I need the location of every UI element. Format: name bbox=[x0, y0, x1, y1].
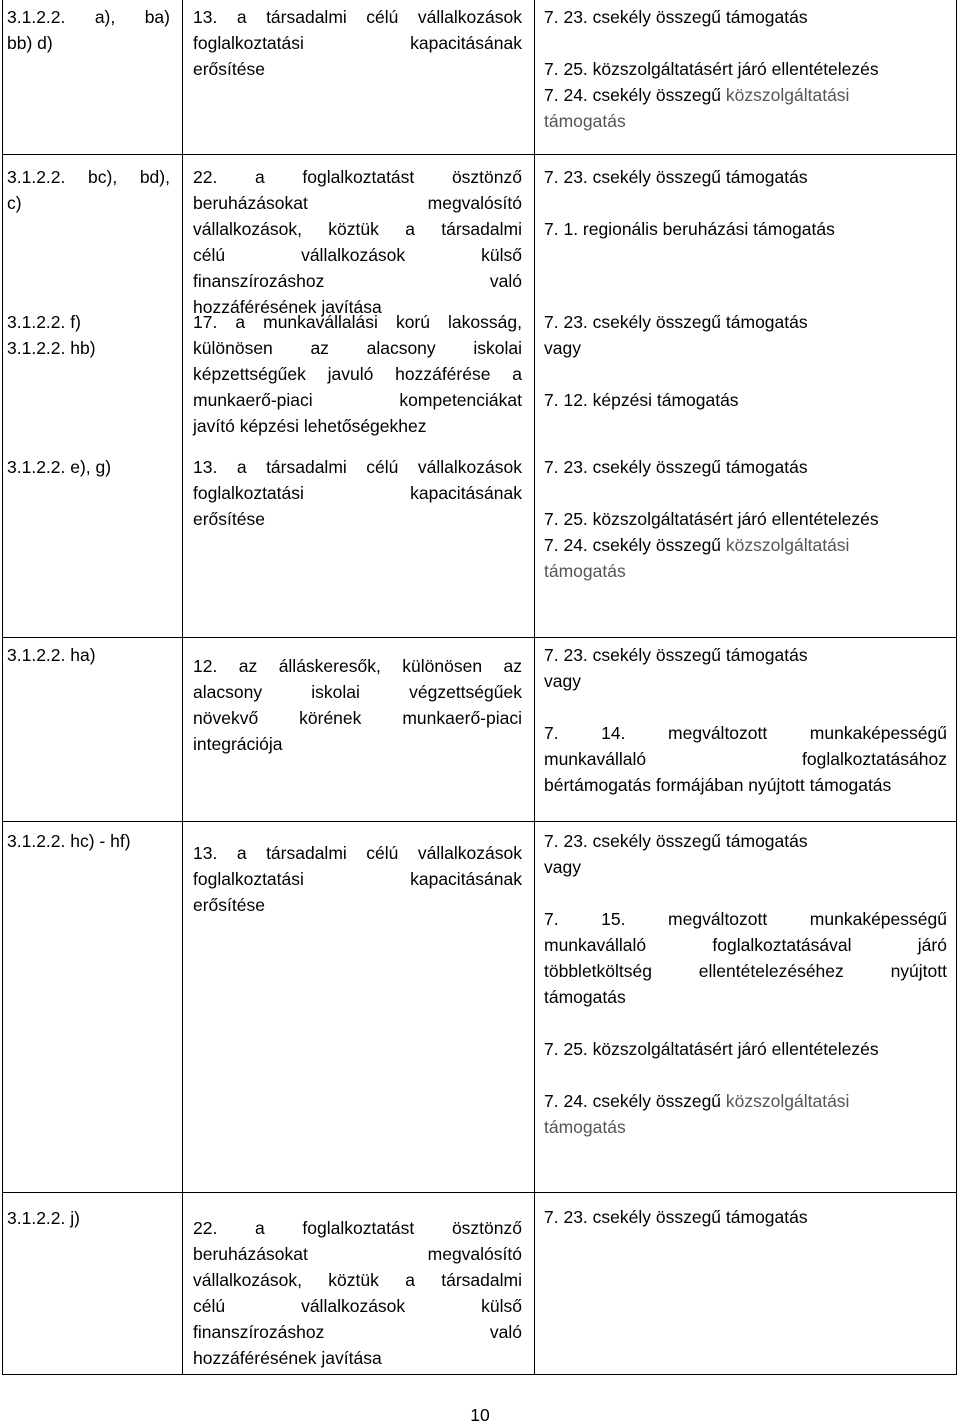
row-5-aid-cell bbox=[544, 642, 947, 798]
aid-text: 7. 12. képzési támogatás bbox=[544, 390, 739, 410]
row-1-aid-cell bbox=[544, 4, 947, 134]
word: finanszírozáshoz bbox=[193, 1322, 325, 1342]
aid-text: 7. 23. csekély összegű támogatás bbox=[544, 312, 808, 332]
text-line bbox=[7, 4, 170, 30]
word: vállalkozások bbox=[417, 7, 522, 27]
word: iskolai bbox=[311, 682, 360, 702]
word: célú bbox=[193, 245, 226, 265]
aid-line bbox=[544, 56, 947, 82]
word: a bbox=[255, 1218, 265, 1238]
aid-text-grey: támogatás bbox=[544, 1117, 626, 1137]
aid-line bbox=[544, 82, 947, 108]
word: társadalmi bbox=[441, 219, 522, 239]
aid-text: 7. 23. csekély összegű támogatás bbox=[544, 831, 808, 851]
aid-line bbox=[544, 506, 947, 532]
aid-line bbox=[544, 335, 947, 361]
text-line bbox=[193, 1319, 522, 1345]
word: az bbox=[503, 656, 522, 676]
text-line bbox=[7, 642, 170, 668]
aid-line bbox=[544, 720, 947, 746]
word: kapacitásának bbox=[410, 483, 522, 503]
text-line bbox=[193, 1293, 522, 1319]
word: integrációja bbox=[193, 734, 283, 754]
word: társadalmi bbox=[266, 7, 347, 27]
word: a bbox=[236, 457, 247, 477]
word: erősítése bbox=[193, 509, 265, 529]
aid-text: 7. 25. közszolgáltatásért járó ellentételezés bbox=[544, 1039, 879, 1059]
aid-line bbox=[544, 642, 947, 668]
text-line bbox=[7, 335, 170, 361]
word: különösen bbox=[402, 656, 483, 676]
word: többletköltség bbox=[544, 961, 652, 981]
word: vállalkozások, bbox=[193, 219, 302, 239]
word: 17. bbox=[193, 312, 218, 332]
word: javuló bbox=[327, 364, 374, 384]
text-line bbox=[193, 705, 522, 731]
word: célú bbox=[366, 843, 399, 863]
aid-line bbox=[544, 4, 947, 30]
aid-text: 7. 24. csekély összegű bbox=[544, 535, 726, 555]
word: beruházásokat bbox=[193, 1244, 308, 1264]
word: javító képzési lehetőségekhez bbox=[193, 416, 427, 436]
word: az bbox=[310, 338, 329, 358]
word: erősítése bbox=[193, 895, 265, 915]
word: foglalkoztatási bbox=[193, 483, 304, 503]
page-number: 10 bbox=[470, 1405, 490, 1425]
aid-text: vagy bbox=[544, 671, 581, 691]
line-spacer bbox=[544, 880, 947, 906]
word: célú bbox=[366, 457, 399, 477]
row-5-goal-cell bbox=[193, 653, 522, 757]
word: hozzáférésének javítása bbox=[193, 1348, 382, 1368]
word: a bbox=[405, 219, 415, 239]
row-divider bbox=[2, 637, 957, 638]
text-line bbox=[7, 190, 170, 216]
word: 3.1.2.2. f) bbox=[7, 312, 81, 332]
word: 7. bbox=[544, 723, 559, 743]
aid-text-grey: támogatás bbox=[544, 561, 626, 581]
aid-text: 7. 25. közszolgáltatásért járó ellentételezés bbox=[544, 509, 879, 529]
word: 13. bbox=[193, 457, 218, 477]
row-4-goal-cell bbox=[193, 454, 522, 532]
text-line bbox=[193, 731, 522, 757]
aid-line bbox=[544, 906, 947, 932]
word: ellentételezéséhez bbox=[698, 961, 844, 981]
aid-line bbox=[544, 309, 947, 335]
text-line bbox=[193, 4, 522, 30]
word: az bbox=[238, 656, 258, 676]
aid-line bbox=[544, 216, 947, 242]
aid-text: vagy bbox=[544, 338, 581, 358]
word: munkavállaló bbox=[544, 935, 647, 955]
row-6-reference-cell bbox=[7, 828, 170, 854]
word: megváltozott bbox=[668, 909, 768, 929]
row-4-reference-cell bbox=[7, 454, 170, 480]
word: köztük bbox=[328, 219, 379, 239]
word: társadalmi bbox=[266, 843, 347, 863]
word: képzettségűek bbox=[193, 364, 306, 384]
text-line bbox=[193, 387, 522, 413]
line-spacer bbox=[544, 480, 947, 506]
word: társadalmi bbox=[441, 1270, 522, 1290]
aid-line bbox=[544, 1204, 947, 1230]
text-line bbox=[193, 1345, 522, 1371]
text-line bbox=[193, 335, 522, 361]
aid-text: 7. 23. csekély összegű támogatás bbox=[544, 457, 808, 477]
word: vállalkozások bbox=[301, 245, 406, 265]
text-line bbox=[193, 1215, 522, 1241]
aid-line bbox=[544, 558, 947, 584]
word: a bbox=[235, 312, 246, 332]
row-7-reference-cell bbox=[7, 1205, 170, 1231]
text-line bbox=[193, 413, 522, 439]
text-line bbox=[193, 653, 522, 679]
word: végzettségűek bbox=[409, 682, 522, 702]
word: munkaerő-piaci bbox=[402, 708, 522, 728]
word: korú bbox=[395, 312, 430, 332]
word: ba) bbox=[144, 7, 170, 27]
aid-line bbox=[544, 387, 947, 413]
word: 3.1.2.2. bbox=[7, 167, 66, 187]
aid-text: 7. 23. csekély összegű támogatás bbox=[544, 1207, 808, 1227]
text-line bbox=[7, 309, 170, 335]
aid-text-grey: támogatás bbox=[544, 111, 626, 131]
word: növekvő bbox=[193, 708, 259, 728]
aid-text: bértámogatás formájában nyújtott támogatás bbox=[544, 775, 892, 795]
text-line bbox=[193, 268, 522, 294]
word: célú bbox=[366, 7, 399, 27]
word: kapacitásának bbox=[410, 33, 522, 53]
row-5-reference-cell bbox=[7, 642, 170, 668]
aid-line bbox=[544, 532, 947, 558]
word: 22. bbox=[193, 1218, 218, 1238]
text-line bbox=[193, 840, 522, 866]
row-1-goal-cell bbox=[193, 4, 522, 82]
word: iskolai bbox=[473, 338, 522, 358]
aid-line bbox=[544, 1114, 947, 1140]
line-spacer bbox=[544, 190, 947, 216]
word: ösztönző bbox=[451, 167, 522, 187]
text-line bbox=[193, 216, 522, 242]
word: foglalkoztatást bbox=[302, 167, 415, 187]
text-line bbox=[7, 30, 170, 56]
word: a bbox=[236, 7, 247, 27]
word: foglalkoztatásával bbox=[712, 935, 852, 955]
text-line bbox=[193, 1241, 522, 1267]
text-line bbox=[193, 679, 522, 705]
text-line bbox=[193, 190, 522, 216]
word: álláskeresők, bbox=[278, 656, 381, 676]
word: körének bbox=[299, 708, 362, 728]
text-line bbox=[193, 56, 522, 82]
word: kapacitásának bbox=[410, 869, 522, 889]
aid-line bbox=[544, 164, 947, 190]
word: 14. bbox=[601, 723, 626, 743]
word: munkaerő-piaci bbox=[193, 390, 313, 410]
row-7-aid-cell bbox=[544, 1204, 947, 1230]
aid-text: vagy bbox=[544, 857, 581, 877]
aid-text: 7. 23. csekély összegű támogatás bbox=[544, 7, 808, 27]
word: megváltozott bbox=[668, 723, 768, 743]
word: foglalkoztatásához bbox=[802, 749, 947, 769]
word: megvalósító bbox=[427, 1244, 522, 1264]
word: a), bbox=[94, 7, 116, 27]
word: 22. bbox=[193, 167, 218, 187]
word: a bbox=[255, 167, 265, 187]
aid-text-grey: közszolgáltatási bbox=[725, 1091, 850, 1111]
word: a bbox=[512, 364, 522, 384]
row-2-aid-cell bbox=[544, 164, 947, 242]
word: társadalmi bbox=[266, 457, 347, 477]
word: munkavállaló bbox=[544, 749, 647, 769]
aid-line bbox=[544, 984, 947, 1010]
word: való bbox=[489, 271, 522, 291]
aid-line bbox=[544, 932, 947, 958]
text-line bbox=[193, 1267, 522, 1293]
word: erősítése bbox=[193, 59, 265, 79]
word: c) bbox=[7, 193, 22, 213]
row-7-goal-cell bbox=[193, 1215, 522, 1371]
word: bd), bbox=[139, 167, 170, 187]
row-6-aid-cell bbox=[544, 828, 947, 1140]
word: foglalkoztatási bbox=[193, 869, 304, 889]
text-line bbox=[193, 866, 522, 892]
text-line bbox=[193, 30, 522, 56]
row-divider bbox=[2, 1192, 957, 1193]
aid-text: 7. 1. regionális beruházási támogatás bbox=[544, 219, 835, 239]
line-spacer bbox=[544, 361, 947, 387]
word: munkaképességű bbox=[809, 723, 947, 743]
word: vállalkozások bbox=[417, 457, 522, 477]
word: munkavállalási bbox=[263, 312, 378, 332]
word: célú bbox=[193, 1296, 226, 1316]
word: a bbox=[236, 843, 247, 863]
word: bb) d) bbox=[7, 33, 53, 53]
text-line bbox=[7, 164, 170, 190]
aid-line bbox=[544, 454, 947, 480]
word: vállalkozások bbox=[417, 843, 522, 863]
word: 15. bbox=[601, 909, 626, 929]
aid-text: 7. 25. közszolgáltatásért járó ellentételezés bbox=[544, 59, 879, 79]
aid-line bbox=[544, 1088, 947, 1114]
word: vállalkozások bbox=[301, 1296, 406, 1316]
text-line bbox=[193, 480, 522, 506]
aid-text: 7. 23. csekély összegű támogatás bbox=[544, 645, 808, 665]
row-2-goal-cell bbox=[193, 164, 522, 320]
word: 3.1.2.2. bbox=[7, 7, 66, 27]
aid-text: támogatás bbox=[544, 987, 626, 1007]
word: nyújtott bbox=[890, 961, 947, 981]
row-6-goal-cell bbox=[193, 840, 522, 918]
text-line bbox=[7, 454, 170, 480]
aid-text-grey: közszolgáltatási bbox=[725, 85, 850, 105]
aid-line bbox=[544, 1036, 947, 1062]
aid-line bbox=[544, 828, 947, 854]
aid-line bbox=[544, 958, 947, 984]
word: beruházásokat bbox=[193, 193, 308, 213]
text-line bbox=[7, 1205, 170, 1231]
column-divider-1 bbox=[182, 0, 183, 1375]
row-4-aid-cell bbox=[544, 454, 947, 584]
table-border-bottom bbox=[2, 1374, 957, 1375]
word: járó bbox=[917, 935, 947, 955]
word: ösztönző bbox=[451, 1218, 522, 1238]
word: 13. bbox=[193, 7, 218, 27]
row-2-reference-cell bbox=[7, 164, 170, 216]
text-line bbox=[193, 361, 522, 387]
word: 7. bbox=[544, 909, 559, 929]
text-line bbox=[193, 242, 522, 268]
aid-line bbox=[544, 772, 947, 798]
word: megvalósító bbox=[427, 193, 522, 213]
table-border-right bbox=[956, 0, 957, 1375]
text-line bbox=[193, 309, 522, 335]
line-spacer bbox=[544, 1010, 947, 1036]
aid-text: 7. 24. csekély összegű bbox=[544, 85, 726, 105]
row-1-reference-cell bbox=[7, 4, 170, 56]
row-3-goal-cell bbox=[193, 309, 522, 439]
word: a bbox=[405, 1270, 415, 1290]
word: kompetenciákat bbox=[399, 390, 522, 410]
word: lakosság, bbox=[448, 312, 522, 332]
text-line bbox=[193, 164, 522, 190]
word: 3.1.2.2. e), g) bbox=[7, 457, 112, 477]
word: finanszírozáshoz bbox=[193, 271, 325, 291]
text-line bbox=[193, 454, 522, 480]
table-border-left bbox=[2, 0, 3, 1375]
row-divider bbox=[2, 821, 957, 822]
word: 13. bbox=[193, 843, 218, 863]
word: külső bbox=[481, 245, 522, 265]
aid-line bbox=[544, 746, 947, 772]
word: hozzáférése bbox=[395, 364, 491, 384]
text-line bbox=[193, 892, 522, 918]
column-divider-2 bbox=[534, 0, 535, 1375]
aid-text: 7. 23. csekély összegű támogatás bbox=[544, 167, 808, 187]
word: 3.1.2.2. hc) - hf) bbox=[7, 831, 131, 851]
word: foglalkoztatási bbox=[193, 33, 304, 53]
word: különösen bbox=[193, 338, 273, 358]
text-line bbox=[7, 828, 170, 854]
text-line bbox=[193, 506, 522, 532]
line-spacer bbox=[544, 30, 947, 56]
aid-line bbox=[544, 854, 947, 880]
word: foglalkoztatást bbox=[302, 1218, 415, 1238]
word: alacsony bbox=[193, 682, 263, 702]
aid-line bbox=[544, 108, 947, 134]
word: vállalkozások, bbox=[193, 1270, 302, 1290]
word: bc), bbox=[88, 167, 118, 187]
word: 3.1.2.2. hb) bbox=[7, 338, 96, 358]
row-3-aid-cell bbox=[544, 309, 947, 413]
line-spacer bbox=[544, 1062, 947, 1088]
aid-text: 7. 24. csekély összegű bbox=[544, 1091, 726, 1111]
aid-text-grey: közszolgáltatási bbox=[725, 535, 850, 555]
word: hozzáférésének javítása bbox=[193, 297, 382, 317]
word: köztük bbox=[328, 1270, 379, 1290]
word: 3.1.2.2. ha) bbox=[7, 645, 96, 665]
word: 12. bbox=[193, 656, 218, 676]
row-3-reference-cell bbox=[7, 309, 170, 361]
word: külső bbox=[481, 1296, 522, 1316]
line-spacer bbox=[544, 694, 947, 720]
word: való bbox=[489, 1322, 522, 1342]
word: 3.1.2.2. j) bbox=[7, 1208, 80, 1228]
aid-line bbox=[544, 668, 947, 694]
word: munkaképességű bbox=[809, 909, 947, 929]
row-divider bbox=[2, 154, 957, 155]
word: alacsony bbox=[366, 338, 436, 358]
